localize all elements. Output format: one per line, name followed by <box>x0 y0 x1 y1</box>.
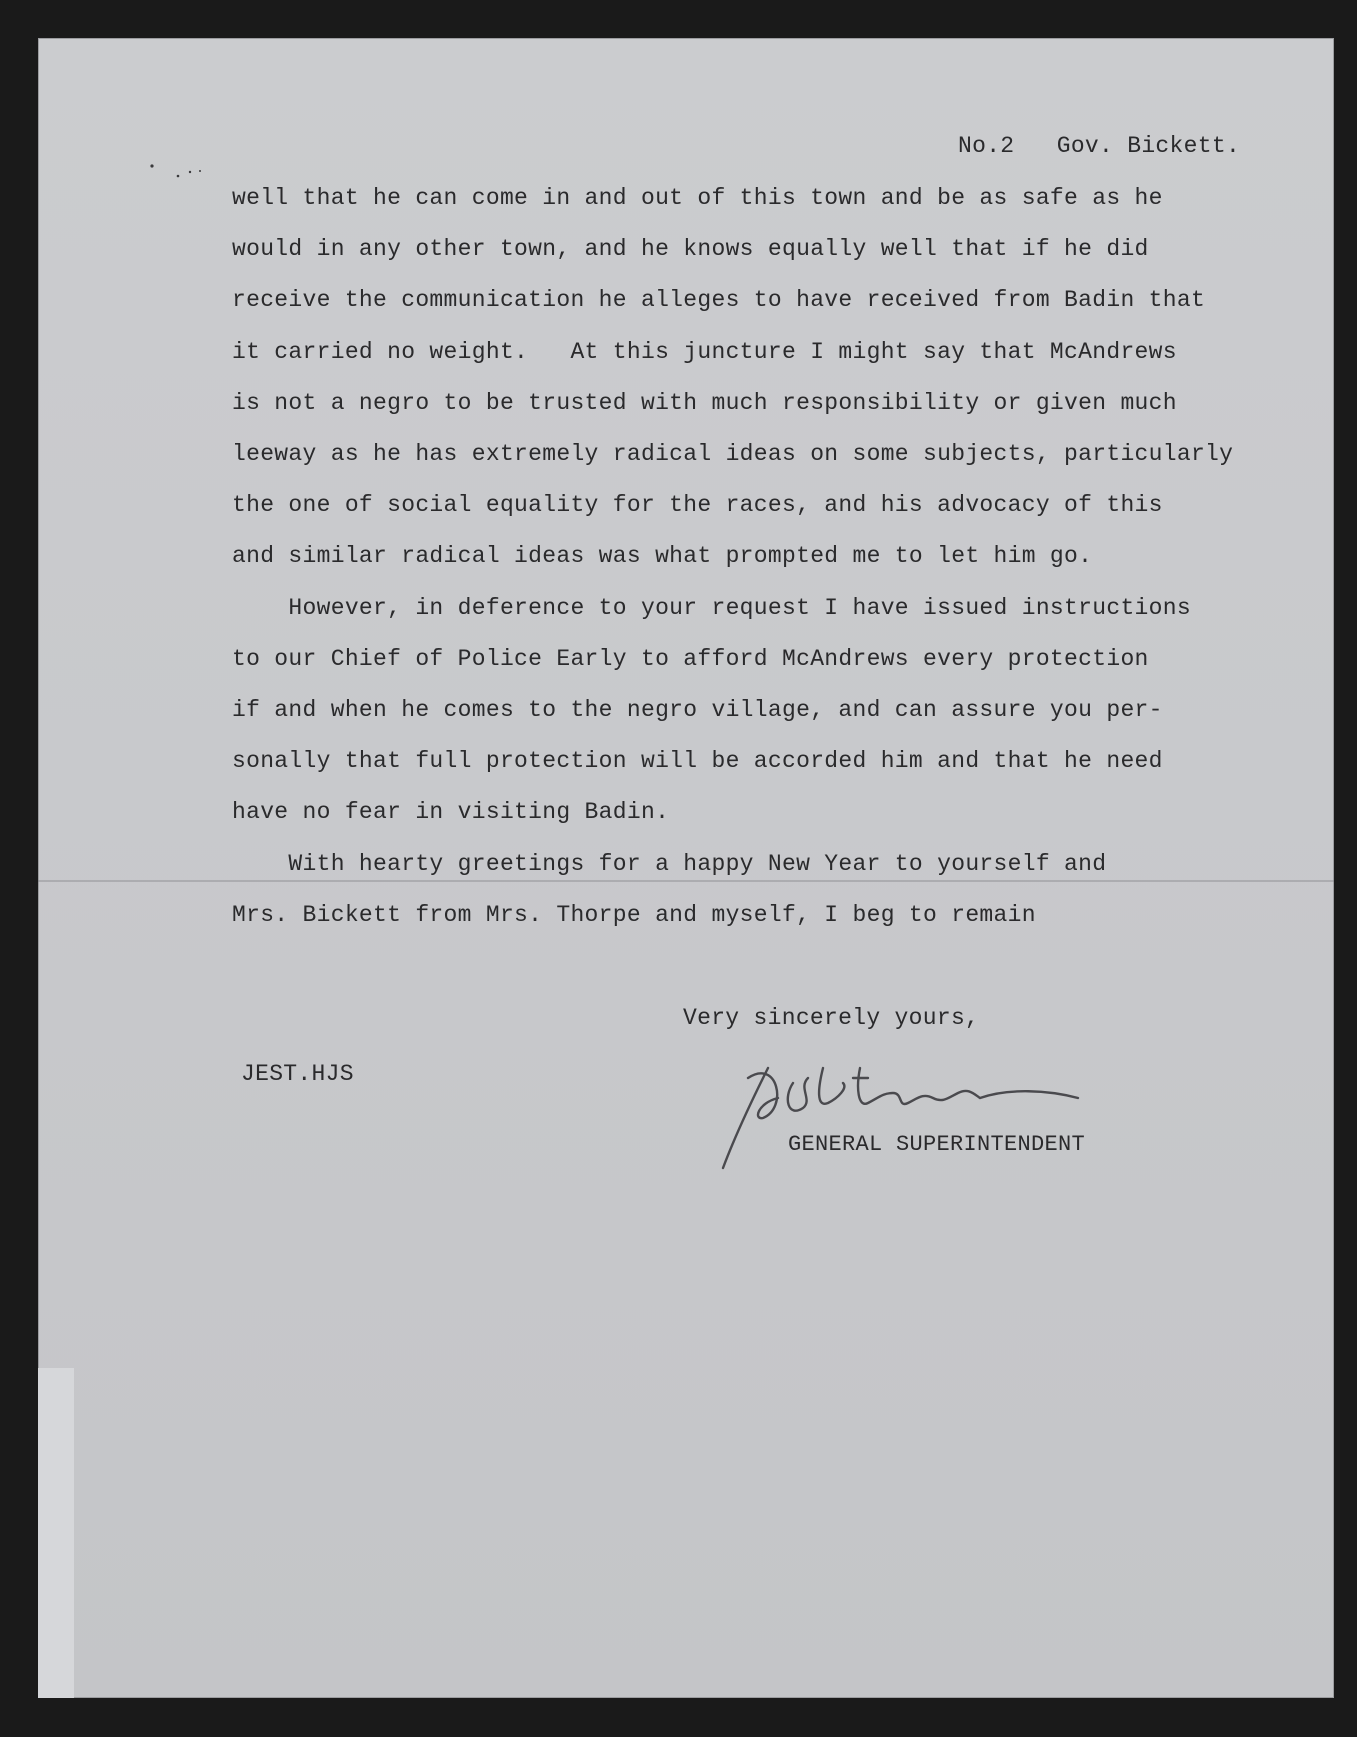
body-line: have no fear in visiting Badin. <box>232 799 670 825</box>
handwritten-signature <box>718 1048 1088 1178</box>
letter-page <box>38 38 1334 1698</box>
body-line: well that he can come in and out of this town and be as safe as he <box>232 185 1163 211</box>
body-line: it carried no weight. At this juncture I might say that McAndrews <box>232 339 1177 365</box>
body-line: would in any other town, and he knows equally well that if he did <box>232 236 1149 262</box>
body-line: the one of social equality for the races, and his advocacy of this <box>232 492 1163 518</box>
body-line: to our Chief of Police Early to afford McAndrews every protection <box>232 646 1149 672</box>
body-line: leeway as he has extremely radical ideas on some subjects, particularly <box>232 441 1234 467</box>
page-reference: No.2 Gov. Bickett. <box>958 133 1241 159</box>
body-line: receive the communication he alleges to have received from Badin that <box>232 287 1206 313</box>
typist-initials: JEST.HJS <box>241 1061 354 1087</box>
body-line: With hearty greetings for a happy New Year to yourself and <box>232 851 1107 877</box>
body-line: Mrs. Bickett from Mrs. Thorpe and myself, I beg to remain <box>232 902 1036 928</box>
signatory-title: GENERAL SUPERINTENDENT <box>788 1132 1086 1157</box>
fold-crease <box>38 880 1334 882</box>
body-line: and similar radical ideas was what prompted me to let him go. <box>232 543 1093 569</box>
body-line: sonally that full protection will be accorded him and that he need <box>232 748 1163 774</box>
paper-edge-strip <box>38 1368 74 1698</box>
body-line: if and when he comes to the negro village, and can assure you per- <box>232 697 1163 723</box>
body-line: is not a negro to be trusted with much responsibility or given much <box>232 390 1177 416</box>
body-line: However, in deference to your request I have issued instructions <box>232 595 1191 621</box>
valediction: Very sincerely yours, <box>683 1005 980 1031</box>
